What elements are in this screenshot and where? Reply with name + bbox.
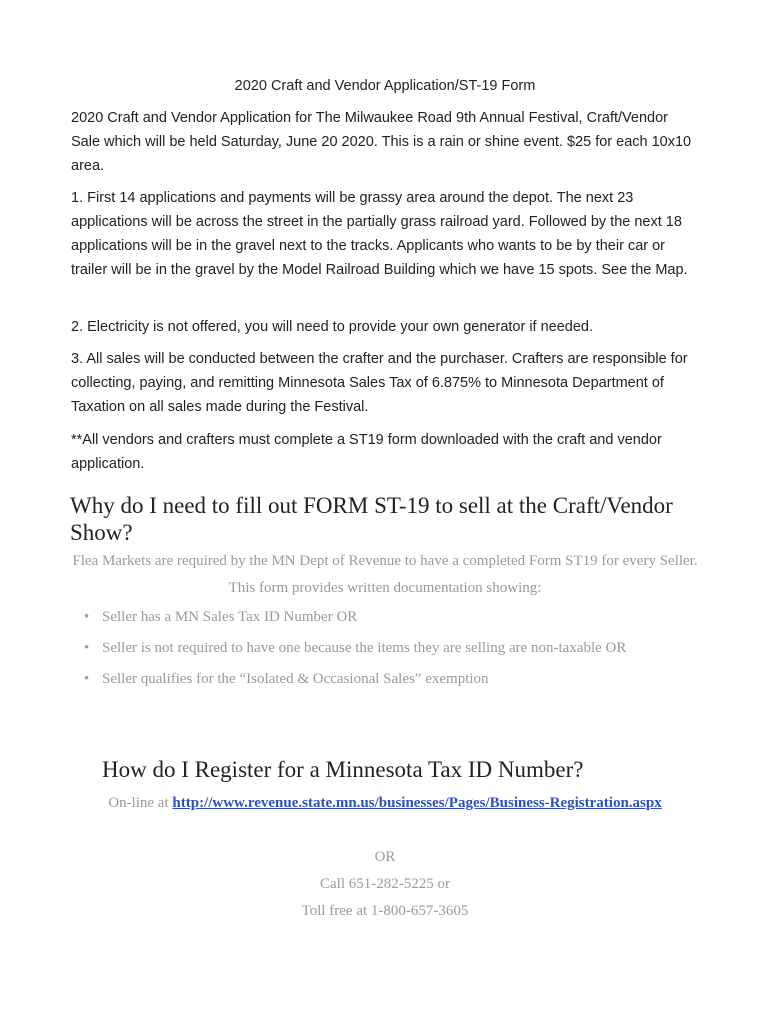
bullet-text: Seller has a MN Sales Tax ID Number OR xyxy=(102,609,358,625)
bullet-text: Seller is not required to have one because the items they are selling are non-taxable OR xyxy=(102,640,627,656)
online-prefix-text: On-line at xyxy=(108,795,173,811)
bullet-icon: • xyxy=(84,640,90,656)
list-item xyxy=(84,603,684,631)
how-section-heading: How do I Register for a Minnesota Tax ID Number? xyxy=(102,757,584,782)
why-section-bullet-list xyxy=(84,603,684,696)
bullet-icon: • xyxy=(84,671,90,687)
list-item xyxy=(84,665,684,693)
st19-requirement-paragraph: **All vendors and crafters must complete a ST19 form downloaded with the craft and vendor application. xyxy=(71,432,662,472)
intro-paragraph: 2020 Craft and Vendor Application for The Milwaukee Road 9th Annual Festival, Craft/Vendor Sale which will be held Saturday, June 20 2020. This is a rain or shine event. $25 for each 10x10 area. xyxy=(71,110,692,174)
electricity-paragraph: 2. Electricity is not offered, you will need to provide your own generator if needed. xyxy=(71,319,594,335)
document-title: 2020 Craft and Vendor Application/ST-19 Form xyxy=(234,78,536,94)
online-registration-line xyxy=(60,790,710,817)
sales-tax-paragraph: 3. All sales will be conducted between the crafter and the purchaser. Crafters are responsible for collecting, paying, and remitting Minnesota Sales Tax of 6.875% to Minnesota Department of Taxation on all sales made during the Festival. xyxy=(71,351,688,415)
toll-free-line: Toll free at 1-800-657-3605 xyxy=(301,903,469,919)
bullet-icon: • xyxy=(84,609,90,625)
bullet-text: Seller qualifies for the “Isolated & Occasional Sales” exemption xyxy=(102,671,489,687)
phone-line: Call 651-282-5225 or xyxy=(320,876,450,892)
placement-rules-paragraph: 1. First 14 applications and payments will be grassy area around the depot. The next 23 applications will be across the street in the partially grass railroad yard. Followed by the next 18 applications will be in the gravel next to the tracks. Applicants who wants to be by their car or trailer will be in the gravel by the Model Railroad Building which we have 15 spots. See the Map. xyxy=(71,190,688,278)
why-section-heading: Why do I need to fill out FORM ST-19 to sell at the Craft/Vendor Show? xyxy=(70,493,673,545)
or-separator: OR xyxy=(374,849,396,865)
registration-link[interactable]: http://www.revenue.state.mn.us/businesses/Pages/Business-Registration.aspx xyxy=(172,795,662,811)
list-item xyxy=(84,634,684,662)
why-section-intro: Flea Markets are required by the MN Dept of Revenue to have a completed Form ST19 for every Seller. This form provides written documentation showing: xyxy=(72,553,698,596)
